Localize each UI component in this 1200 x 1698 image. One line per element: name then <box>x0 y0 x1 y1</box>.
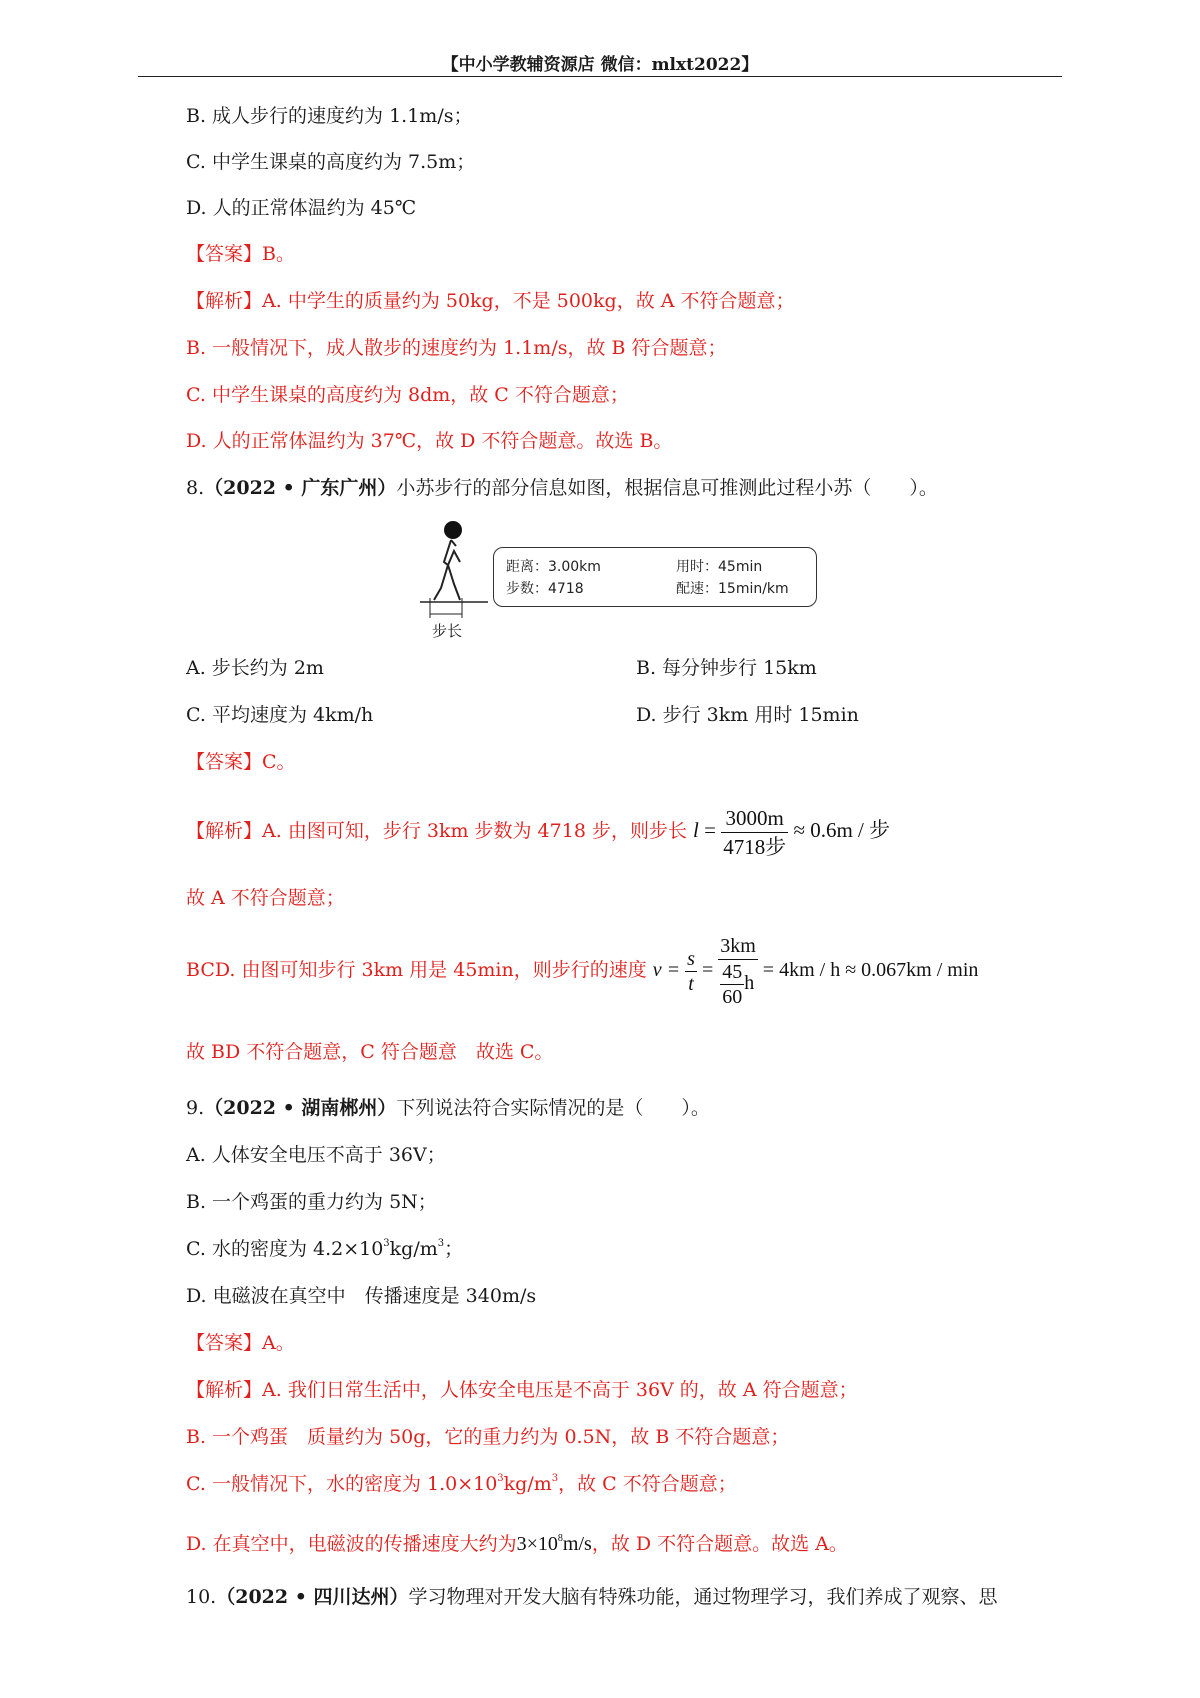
answer-value: A。 <box>262 1332 295 1354</box>
option-text: C. 水的密度为 4.2×10 <box>186 1238 384 1260</box>
exponent: 3 <box>437 1238 445 1249</box>
exponent: 3 <box>383 1238 390 1249</box>
question-text: 学习物理对开发大脑有特殊功能，通过物理学习，我们养成了观察、思 <box>408 1586 998 1608</box>
q7-analysis-a <box>186 287 795 315</box>
hour-unit: h <box>744 972 755 995</box>
answer-value: C。 <box>262 751 296 773</box>
answer-value: B。 <box>262 243 295 265</box>
question-source: （2022 • 四川达州） <box>216 1586 409 1608</box>
q9-option-b: B. 一个鸡蛋的重力约为 5N； <box>186 1191 437 1213</box>
q7-analysis-d: D. 人的正常体温约为 37℃，故 D 不符合题意。故选 B。 <box>186 430 673 452</box>
option-tail: ； <box>444 1238 464 1260</box>
question-text: 下列说法符合实际情况的是（ ）。 <box>396 1097 710 1119</box>
question-source: （2022 • 湖南郴州） <box>204 1097 397 1119</box>
speed-of-light-formula <box>517 1533 592 1555</box>
formula-fraction <box>721 804 788 861</box>
time-stat: 用时：45min <box>676 559 763 575</box>
q7-option-c: C. 中学生课桌的高度约为 7.5m； <box>186 151 476 173</box>
analysis-text: A. 由图可知，步行 3km 步数为 4718 步，则步长 <box>262 820 687 842</box>
analysis-tag: 【解析】 <box>186 820 263 842</box>
unit: m/s <box>562 1533 592 1555</box>
formula-lhs: v = <box>652 959 681 981</box>
analysis-text: C. 一般情况下，水的密度为 1.0×10 <box>186 1473 498 1495</box>
steps-stat: 步数：4718 <box>506 581 584 597</box>
q8-analysis-a <box>186 800 890 860</box>
question-number: 9. <box>186 1097 205 1119</box>
q9-analysis-c <box>186 1470 737 1498</box>
q9-stem <box>186 1094 710 1122</box>
question-text: 小苏步行的部分信息如图，根据信息可推测此过程小苏（ ）。 <box>396 477 938 499</box>
q7-analysis-b: B. 一般情况下，成人散步的速度约为 1.1m/s，故 B 符合题意； <box>186 337 727 359</box>
q9-analysis-b: B. 一个鸡蛋 质量约为 50g，它的重力约为 0.5N，故 B 不符合题意； <box>186 1426 790 1448</box>
minutes-numerator: 45 <box>722 961 743 984</box>
analysis-text: D. 在真空中，电磁波的传播速度大约为 <box>186 1533 517 1555</box>
unit-text: kg/m <box>389 1238 438 1260</box>
answer-tag: 【答案】 <box>186 243 263 265</box>
km-over-time-fraction <box>718 933 758 1009</box>
formula-variable: l <box>693 818 699 842</box>
formula-result: = 4km / h ≈ 0.067km / min <box>762 959 979 981</box>
q9-analysis-a <box>186 1376 858 1404</box>
exponent: 8 <box>557 1533 563 1544</box>
answer-tag: 【答案】 <box>186 1332 263 1354</box>
q9-option-c <box>186 1235 463 1263</box>
fraction-numerator: 3000m <box>721 804 788 833</box>
formula-result: ≈ 0.6m / 步 <box>793 818 891 842</box>
question-source: （2022 • 广东广州） <box>204 477 397 499</box>
fraction-numerator: 3km <box>718 933 758 960</box>
q9-option-d: D. 电磁波在真空中 传播速度是 340m/s <box>186 1285 537 1307</box>
exponent: 3 <box>551 1473 559 1484</box>
question-number: 8. <box>186 477 205 499</box>
q8-analysis-bcd <box>186 920 978 1020</box>
q9-option-a: A. 人体安全电压不高于 36V； <box>186 1144 446 1166</box>
step-length-formula <box>693 805 891 859</box>
unit-text: kg/m <box>503 1473 552 1495</box>
analysis-tag: 【解析】 <box>186 290 263 312</box>
q10-stem <box>186 1583 998 1611</box>
distance-stat: 距离：3.00km <box>506 559 601 575</box>
analysis-tag: 【解析】 <box>186 1379 263 1401</box>
denominator-t: t <box>688 972 694 995</box>
walking-stats-box <box>493 547 817 607</box>
analysis-tail: ，故 C 不符合题意； <box>558 1473 737 1495</box>
walking-info-figure <box>410 510 830 640</box>
q8-option-d: D. 步行 3km 用时 15min <box>636 704 859 726</box>
question-number: 10. <box>186 1586 217 1608</box>
q8-stem <box>186 474 938 502</box>
exponent: 3 <box>497 1473 504 1484</box>
q8-analysis-end: 故 BD 不符合题意，C 符合题意 故选 C。 <box>186 1041 554 1063</box>
minutes-fraction <box>720 960 744 1009</box>
page-header: 【中小学教辅资源店 微信：mlxt2022】 <box>441 55 759 75</box>
analysis-text: A. 中学生的质量约为 50kg，不是 500kg，故 A 不符合题意； <box>262 290 795 312</box>
formula-equals: = <box>704 818 716 842</box>
q8-option-a: A. 步长约为 2m <box>186 657 324 679</box>
q9-analysis-d <box>186 1530 848 1558</box>
q8-option-b: B. 每分钟步行 15km <box>636 657 817 679</box>
q9-answer <box>186 1329 295 1357</box>
analysis-text: A. 我们日常生活中，人体安全电压是不高于 36V 的，故 A 符合题意； <box>262 1379 858 1401</box>
speed-formula <box>652 935 979 1009</box>
q8-option-c: C. 平均速度为 4km/h <box>186 704 374 726</box>
q8-analysis-a-conclusion: 故 A 不符合题意； <box>186 887 345 909</box>
pace-stat: 配速：15min/km <box>676 581 789 597</box>
q7-option-d: D. 人的正常体温约为 45℃ <box>186 197 417 219</box>
fraction-denominator: 4718步 <box>723 834 787 859</box>
formula-equals: = <box>701 959 714 981</box>
step-length-label: 步长 <box>432 622 463 640</box>
q7-option-b: B. 成人步行的速度约为 1.1m/s； <box>186 105 473 127</box>
q7-answer <box>186 240 295 268</box>
q8-answer <box>186 748 296 776</box>
analysis-tail: ，故 D 不符合题意。故选 A。 <box>591 1533 848 1555</box>
q7-analysis-c: C. 中学生课桌的高度约为 8dm，故 C 不符合题意； <box>186 384 629 406</box>
numerator-s: s <box>687 947 695 970</box>
header-divider <box>138 76 1062 77</box>
answer-tag: 【答案】 <box>186 751 263 773</box>
coefficient: 3×10 <box>516 1533 558 1555</box>
analysis-text: BCD. 由图可知步行 3km 用是 45min，则步行的速度 <box>186 959 647 981</box>
minutes-denominator: 60 <box>722 986 743 1009</box>
s-over-t-fraction <box>685 947 697 996</box>
